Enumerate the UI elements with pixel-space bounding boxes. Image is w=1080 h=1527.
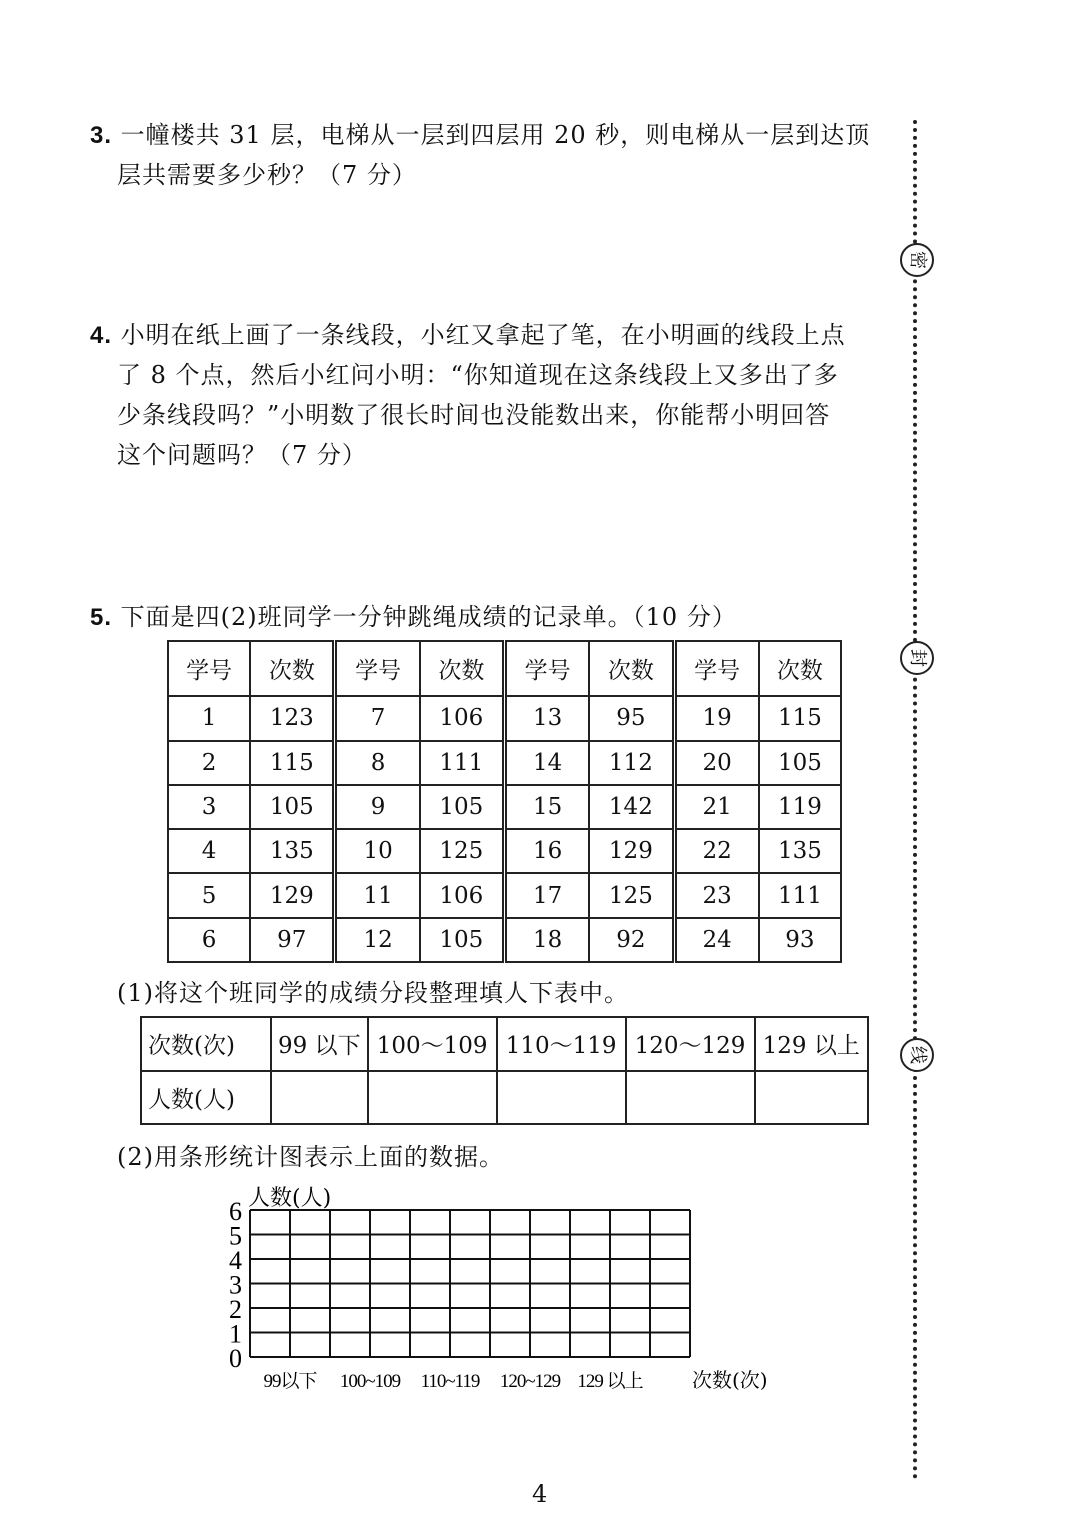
jump-count-cell: 115 [759,696,841,740]
q5-number: 5. [90,604,113,631]
student-id-cell: 10 [335,829,420,873]
student-id-cell: 20 [674,741,759,785]
student-id-cell: 11 [335,873,420,917]
student-id-cell: 2 [168,741,250,785]
jump-count-cell: 105 [250,785,335,829]
x-tick-label: 129 以上 [577,1371,643,1390]
column-header: 学号 [168,641,250,696]
jump-count-cell: 93 [759,918,841,962]
score-range-table [140,1016,869,1125]
table-row [168,829,841,873]
jump-count-cell: 111 [759,873,841,917]
q4-number: 4. [90,322,113,349]
answer-cell[interactable] [755,1071,868,1125]
jump-count-cell: 95 [589,696,674,740]
jump-count-cell: 115 [250,741,335,785]
table-row [141,1017,868,1071]
binding-dotted-line [913,120,917,1480]
student-id-cell: 1 [168,696,250,740]
q3-text: 一幢楼共 31 层，电梯从一层到四层用 20 秒，则电梯从一层到达顶 [120,121,871,149]
q3-number: 3. [90,122,113,149]
student-id-cell: 12 [335,918,420,962]
student-id-cell: 14 [504,741,589,785]
seal-mi: 密 [900,243,934,277]
range-label: 次数(次) [141,1017,271,1071]
seal-xian: 线 [900,1038,934,1072]
jump-count-cell: 97 [250,918,335,962]
student-id-cell: 5 [168,873,250,917]
x-axis-label: 次数(次) [692,1368,768,1390]
jump-count-cell: 112 [589,741,674,785]
column-header: 学号 [674,641,759,696]
q4-line-4: 这个问题吗？（7 分） [117,441,367,469]
part1-text: (1)将这个班同学的成绩分段整理填人下表中。 [117,979,629,1007]
x-tick-label: 99以下 [263,1371,317,1390]
table-row [168,918,841,962]
q3-line-2: 层共需要多少秒？（7 分） [117,161,417,189]
student-id-cell: 21 [674,785,759,829]
table-row [168,785,841,829]
column-header: 次数 [250,641,335,696]
answer-cell[interactable] [626,1071,755,1125]
x-tick-label: 120~129 [499,1371,561,1390]
table-row [168,741,841,785]
student-id-cell: 18 [504,918,589,962]
jump-count-cell: 106 [420,696,505,740]
jump-count-cell: 106 [420,873,505,917]
student-id-cell: 9 [335,785,420,829]
jump-count-cell: 105 [420,918,505,962]
y-tick-label: 3 [229,1270,242,1300]
jump-count-cell: 105 [759,741,841,785]
column-header: 次数 [759,641,841,696]
count-label: 人数(人) [141,1071,271,1125]
jump-count-cell: 111 [420,741,505,785]
student-id-cell: 23 [674,873,759,917]
table-row [141,1071,868,1125]
q4-line-2: 了 8 个点，然后小红问小明：“你知道现在这条线段上又多出了多 [117,361,839,389]
range-header: 110～119 [497,1017,626,1071]
q4-text: 小明在纸上画了一条线段，小红又拿起了笔，在小明画的线段上点 [120,321,846,349]
jump-count-cell: 125 [589,873,674,917]
y-tick-label: 4 [229,1246,242,1275]
student-id-cell: 16 [504,829,589,873]
q3-line-1 [90,115,870,150]
student-id-cell: 24 [674,918,759,962]
page-number: 4 [532,1480,548,1508]
jump-count-cell: 125 [420,829,505,873]
jump-count-cell: 142 [589,785,674,829]
jump-count-cell: 92 [589,918,674,962]
jump-count-cell: 123 [250,696,335,740]
q5-title-text: 下面是四(2)班同学一分钟跳绳成绩的记录单。（10 分） [120,603,737,631]
y-tick-label: 0 [229,1344,242,1373]
student-id-cell: 13 [504,696,589,740]
answer-cell[interactable] [368,1071,497,1125]
seal-feng: 封 [900,641,934,675]
x-tick-label: 100~109 [339,1371,401,1390]
table-row [168,696,841,740]
q5-title [90,597,737,632]
y-axis-label: 人数(人) [248,1186,332,1211]
jump-count-cell: 129 [250,873,335,917]
answer-cell[interactable] [271,1071,368,1125]
student-id-cell: 3 [168,785,250,829]
student-id-cell: 4 [168,829,250,873]
table-header-row [168,641,841,696]
bar-chart-grid[interactable] [200,1175,800,1390]
jump-count-cell: 105 [420,785,505,829]
student-id-cell: 7 [335,696,420,740]
range-header: 129 以上 [755,1017,868,1071]
y-tick-label: 1 [229,1319,242,1349]
student-id-cell: 19 [674,696,759,740]
student-id-cell: 15 [504,785,589,829]
part2-text: (2)用条形统计图表示上面的数据。 [117,1143,504,1171]
y-tick-label: 5 [229,1221,242,1251]
jump-count-cell: 135 [250,829,335,873]
y-tick-label: 6 [229,1197,242,1226]
x-tick-label: 110~119 [420,1371,480,1390]
column-header: 次数 [420,641,505,696]
column-header: 学号 [335,641,420,696]
table-row [168,873,841,917]
score-record-table [167,640,842,963]
student-id-cell: 17 [504,873,589,917]
student-id-cell: 8 [335,741,420,785]
student-id-cell: 6 [168,918,250,962]
column-header: 学号 [504,641,589,696]
column-header: 次数 [589,641,674,696]
q4-line-1 [90,315,846,350]
range-header: 120～129 [626,1017,755,1071]
range-header: 99 以下 [271,1017,368,1071]
range-header: 100～109 [368,1017,497,1071]
y-tick-label: 2 [229,1295,242,1324]
student-id-cell: 22 [674,829,759,873]
jump-count-cell: 129 [589,829,674,873]
q4-line-3: 少条线段吗？”小明数了很长时间也没能数出来，你能帮小明回答 [117,401,831,429]
jump-count-cell: 119 [759,785,841,829]
answer-cell[interactable] [497,1071,626,1125]
jump-count-cell: 135 [759,829,841,873]
